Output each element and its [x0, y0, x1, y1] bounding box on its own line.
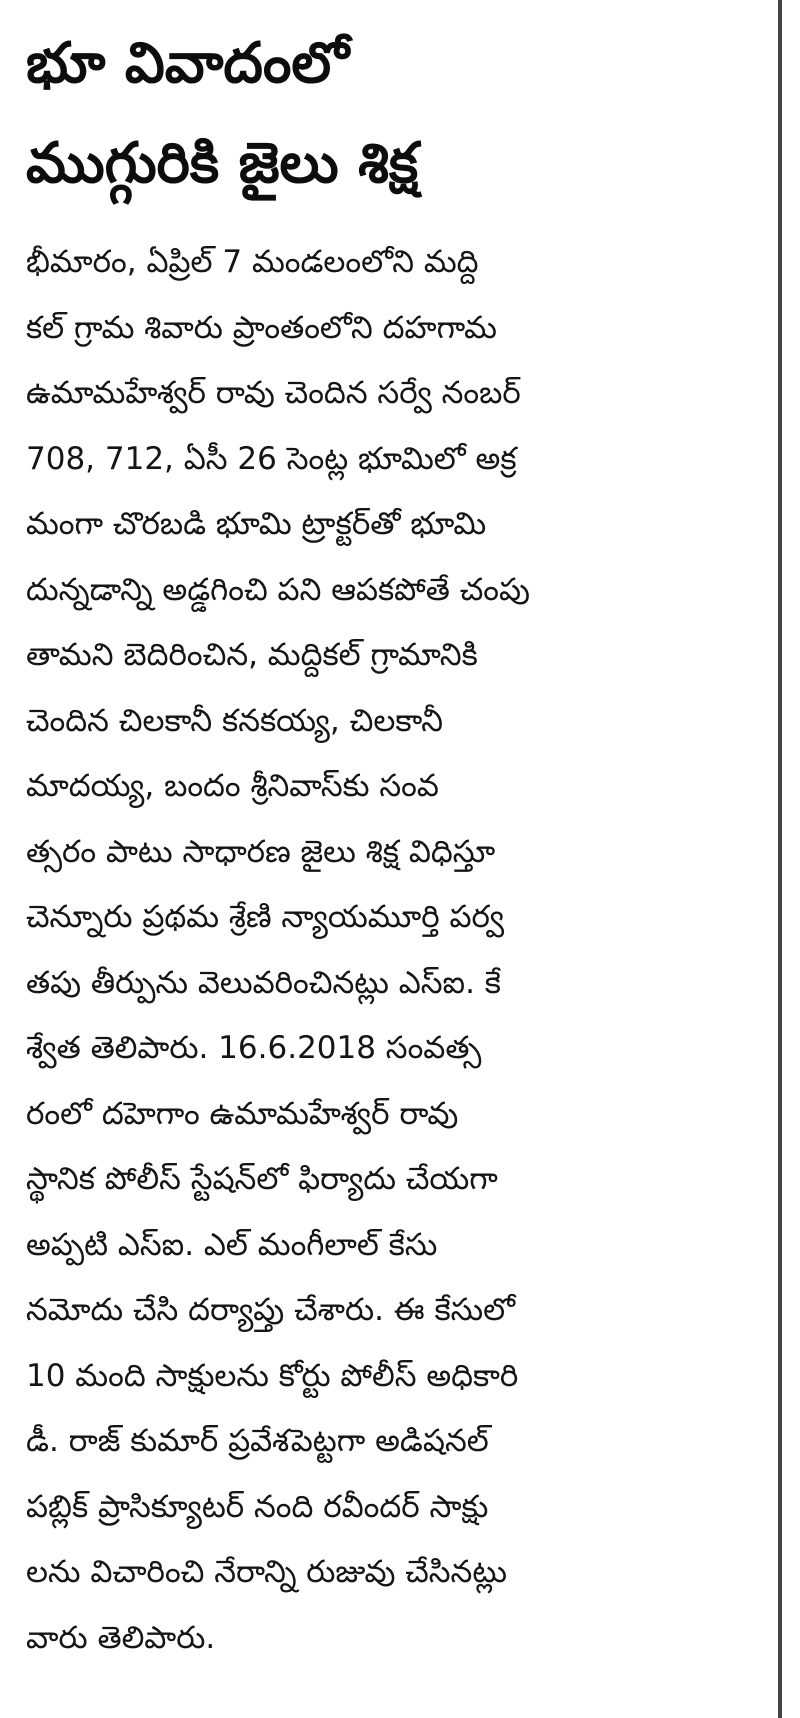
- column-divider: [778, 0, 782, 1718]
- body-line: అప్పటి ఎస్ఐ. ఎల్ మంగీలాల్ కేసు: [26, 1226, 438, 1263]
- body-line: శ్వేత తెలిపారు. 16.6.2018 సంవత్స: [26, 1030, 482, 1066]
- body-line: లను విచారించి నేరాన్ని రుజువు చేసినట్లు: [26, 1554, 507, 1590]
- headline: [26, 14, 756, 214]
- body-line: డీ. రాజ్ కుమార్ ప్రవేశపెట్టగా అడిషనల్: [26, 1423, 489, 1459]
- body-line: రంలో దహెగాం ఉమామహేశ్వర్ రావు: [26, 1095, 459, 1132]
- headline-line-1: భూ వివాదంలో: [26, 31, 349, 96]
- body-line: చెన్నూరు ప్రథమ శ్రేణి న్యాయమూర్తి పర్వ: [26, 899, 505, 935]
- body-line: మంగా చొరబడి భూమి ట్రాక్టర్‌తో భూమి: [26, 506, 487, 542]
- body-line: స్థానిక పోలీస్ స్టేషన్‌లో ఫిర్యాదు చేయగా: [26, 1161, 498, 1197]
- news-article: [26, 14, 756, 1671]
- body-line: తామని బెదిరించిన, మద్దికల్ గ్రామానికి: [26, 637, 478, 673]
- body-line: కల్ గ్రామ శివారు ప్రాంతంలోని దహగామ: [26, 309, 497, 346]
- article-body: [26, 230, 756, 1671]
- body-line: దున్నడాన్ని అడ్డగించి పని ఆపకపోతే చంపు: [26, 571, 530, 608]
- headline-line-2: ముగ్గురికి జైలు శిక్ష: [26, 131, 419, 196]
- body-line: మాదయ్య, బందం శ్రీనివాస్‌కు సంవ: [26, 768, 439, 804]
- body-line: నమోదు చేసి దర్యాప్తు చేశారు. ఈ కేసులో: [26, 1292, 516, 1328]
- body-line: 10 మంది సాక్షులను కోర్టు పోలీస్ అధికారి: [26, 1357, 519, 1394]
- body-line: వారు తెలిపారు.: [26, 1619, 216, 1656]
- body-line: పబ్లిక్ ప్రాసిక్యూటర్ నంది రవీందర్ సాక్షు: [26, 1488, 489, 1525]
- body-line: ఉమామహేశ్వర్ రావు చెందిన సర్వే నంబర్: [26, 375, 521, 411]
- body-line: భీమారం, ఏప్రిల్ 7 మండలంలోని మద్ది: [26, 244, 479, 280]
- body-line: 708, 712, ఏసీ 26 సెంట్ల భూమిలో అక్ర: [26, 440, 517, 477]
- body-line: చెందిన చిలకానీ కనకయ్య, చిలకానీ: [26, 702, 443, 739]
- body-line: త్సరం పాటు సాధారణ జైలు శిక్ష విధిస్తూ: [26, 833, 496, 870]
- body-line: తపు తీర్పును వెలువరించినట్లు ఎస్ఐ. కే: [26, 964, 501, 1001]
